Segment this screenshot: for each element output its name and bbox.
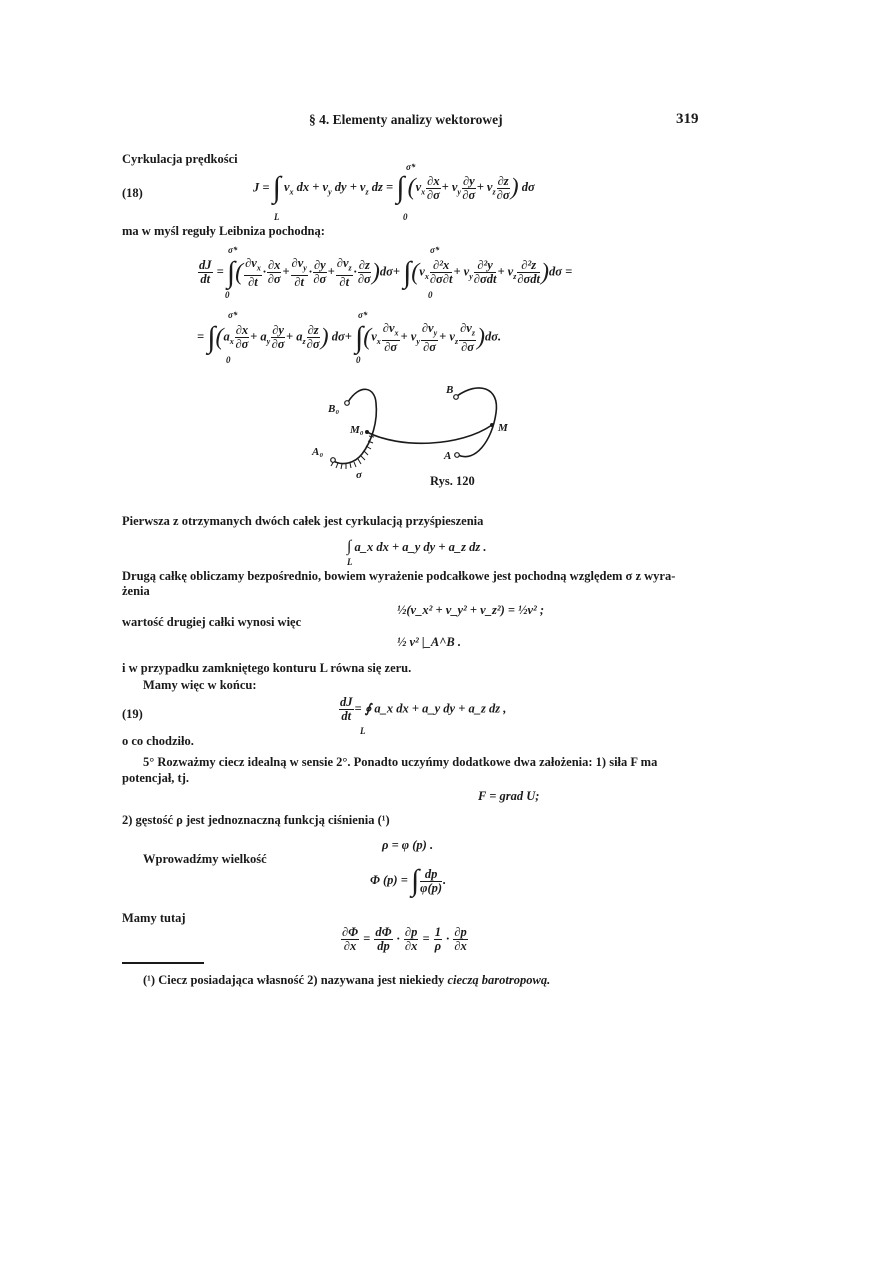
paragraph-here: Mamy tutaj	[122, 911, 186, 925]
circulation-accel-expr: a_x dx + a_y dy + a_z dz .	[354, 540, 487, 554]
paragraph-finally: Mamy więc w końcu:	[143, 678, 257, 692]
limit-zero: 0	[403, 212, 408, 222]
equation-grad: F = grad U;	[478, 789, 540, 803]
label-A0: A₀	[312, 446, 324, 458]
limit-zero-4: 0	[226, 355, 231, 365]
limit-sigma-star-5: σ*	[358, 310, 368, 320]
paragraph-value: wartość drugiej całki wynosi więc	[122, 615, 302, 629]
page-number: 319	[676, 111, 699, 127]
equation-derivative-line1: $\frac{dJ}{dt}$ = ∫( $\frac{\partial v_x}{\partial t}$ · $\frac{\partial x}{\partial\sigma}$ + $\frac{\partial v_y}{\partial t}$ · $\frac{\partial y}{\partial\sigma}$ + $\frac{\partial v_z}{\partial t}$ · $\frac{\partial z}{\partial\sigma}$ )$d\sigma+ \int(v_x$ $\frac{\text{∂²x}}{\partial\sigma\partial t}$ + $v_y$ $\frac{\text{∂²y}}{\text{∂σdt}}$ + $v_z$ $\frac{\text{∂²z}}{\text{∂σdt}}$ )dσ =	[199, 255, 573, 289]
equation-derivative-line2: = $\int(a_x$ $\frac{\partial x}{\partial\sigma}$ + $a_y$ $\frac{\partial y}{\partial\sigma}$ + $a_z$ $\frac{\partial z}{\partial\sigma}$ ) $d\sigma+ \int(v_x$ $\frac{\partial v_x}{\partial\sigma}$ + $v_y$ $\frac{\partial v_y}{\partial\sigma}$ + $v_z$ $\frac{\partial v_z}{\partial\sigma}$ )dσ.	[197, 320, 502, 354]
limit-zero-2: 0	[225, 290, 230, 300]
contour-L	[457, 388, 496, 457]
label-A: A	[444, 450, 452, 462]
equation-phi: Φ (p) = ∫ $\frac{dp}{\varphi(p)}$ .	[370, 864, 447, 897]
paragraph-circulation: Cyrkulacja prędkości	[122, 152, 238, 166]
paragraph-second-integral-cont: żenia	[122, 584, 150, 598]
label-sigma: σ	[356, 469, 362, 480]
label-M0: M₀	[350, 424, 364, 436]
connector-curve	[367, 425, 492, 443]
footnote-rule	[122, 962, 204, 964]
paragraph-density: 2) gęstość ρ jest jednoznaczną funkcją ciśnienia (¹)	[122, 813, 390, 827]
footnote-term: cieczą barotropową.	[447, 973, 551, 987]
limit-L-2: L	[347, 557, 353, 567]
equation-18: J = ∫ $v_x$ dx + $v_y$ dy + $v_z$ dz = ∫ ($v_x$ $\frac{\partial x}{\partial\sigma}$ + $v_y$ $\frac{\partial y}{\partial\sigma}$ + $v_z$ $\frac{\partial z}{\partial\sigma}$ ) dσ	[253, 171, 535, 204]
limit-zero-3: 0	[428, 290, 433, 300]
limit-sigma-star-4: σ*	[228, 310, 238, 320]
equation-half-eval: ½ v² |_A^B .	[397, 635, 461, 649]
limit-sigma-star-3: σ*	[430, 245, 440, 255]
equation-number-19: (19)	[122, 707, 143, 721]
label-B: B	[446, 384, 454, 396]
limit-L: L	[274, 212, 280, 222]
equation-dphi: $\frac{\partial\Phi}{\partial x}$ = $\frac{d\Phi}{dp}$ · $\frac{\partial p}{\partial x}$ = $\frac{1}{\rho}$ · $\frac{\partial p}{\partial x}$	[342, 925, 467, 953]
limit-zero-5: 0	[356, 355, 361, 365]
footnote-mark: (¹)	[143, 973, 156, 987]
limit-L-3: L	[360, 726, 366, 736]
paragraph-introduce: Wprowadźmy wielkość	[143, 852, 267, 866]
equation-19-rhs: = ∮ a_x dx + a_y dy + a_z dz ,	[354, 701, 507, 716]
running-header: § 4. Elementy analizy wektorowej	[309, 112, 503, 127]
paragraph-first-integral: Pierwsza z otrzymanych dwóch całek jest cyrkulacją przyśpieszenia	[122, 514, 484, 528]
equation-number-18: (18)	[122, 186, 143, 200]
footnote-text: Ciecz posiadająca własność 2) nazywana jest niekiedy	[158, 973, 445, 987]
paragraph-point-5: 5° Rozważmy ciecz idealną w sensie 2°. Ponadto uczyńmy dodatkowe dwa założenia: 1) siła F ma	[143, 755, 658, 769]
equation-19: $\frac{dJ}{dt}$ = ∮ a_x dx + a_y dy + a_z dz ,	[340, 695, 507, 723]
equation-half-square: ½(v_x² + v_y² + v_z²) = ½v² ;	[397, 603, 545, 617]
equation-circulation-accel: ∫ a_x dx + a_y dy + a_z dz .	[347, 538, 487, 555]
limit-sigma-star-2: σ*	[228, 245, 238, 255]
paragraph-second-integral: Drugą całkę obliczamy bezpośrednio, bowiem wyrażenie podcałkowe jest pochodną względem σ z wyra-	[122, 569, 676, 583]
equation-rho: ρ = φ (p) .	[382, 838, 434, 852]
limit-sigma-star: σ*	[406, 162, 416, 172]
label-M: M	[498, 422, 508, 434]
footnote	[143, 973, 550, 988]
label-B0: B₀	[328, 403, 340, 415]
figure-contours	[300, 375, 530, 480]
paragraph-leibniz: ma w myśl reguły Leibniza pochodną:	[122, 224, 325, 238]
paragraph-point-5-cont: potencjał, tj.	[122, 771, 189, 785]
paragraph-closed-contour: i w przypadku zamkniętego konturu L równa się zeru.	[122, 661, 412, 675]
paragraph-qed: o co chodziło.	[122, 734, 194, 748]
figure-caption: Rys. 120	[430, 474, 475, 488]
